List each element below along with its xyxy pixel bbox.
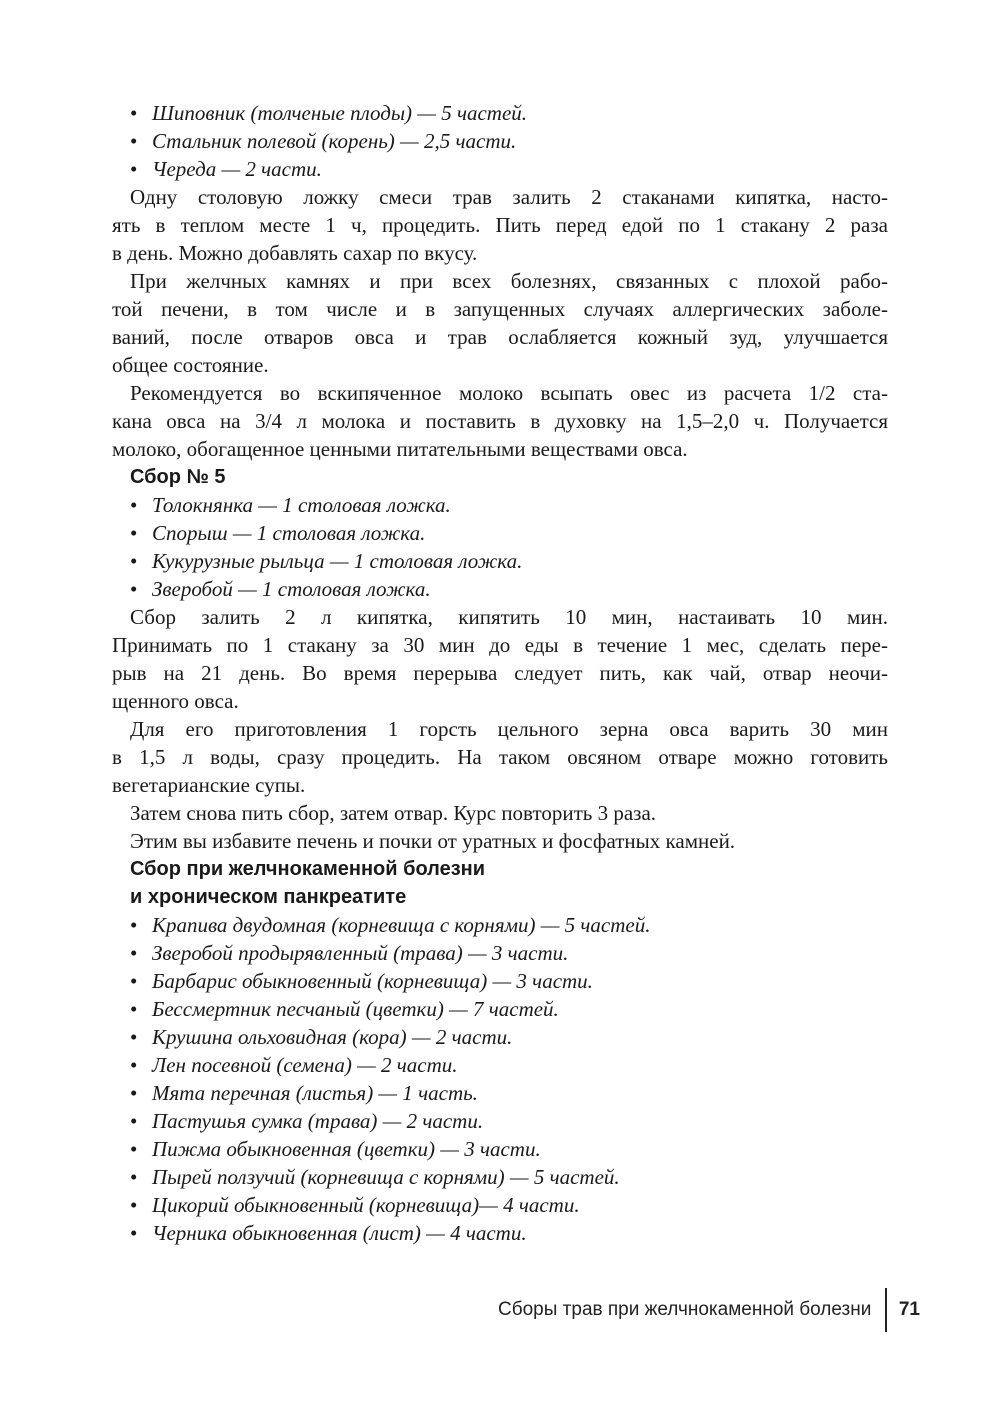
list-item-text: Лен посевной (семена) — 2 части. (152, 1053, 458, 1077)
list-item (112, 99, 888, 127)
list-item (112, 1107, 888, 1135)
text-line: Сбор залить 2 л кипятка, кипятить 10 мин, настаивать 10 мин. (130, 605, 888, 629)
list-item (112, 1051, 888, 1079)
list-item (112, 491, 888, 519)
text-line: Одну столовую ложку смеси трав залить 2 стаканами кипятка, насто- (130, 185, 888, 209)
paragraph (112, 603, 888, 715)
running-title: Сборы трав при желчнокаменной болезни (498, 1299, 872, 1320)
bullet-icon: • (130, 913, 138, 937)
bullet-icon: • (130, 101, 138, 125)
paragraph (112, 715, 888, 799)
bullet-icon: • (130, 1193, 138, 1217)
list-item-text: Зверобой продырявленный (трава) — 3 части. (152, 941, 569, 965)
text-line: Для его приготовления 1 горсть цельного зерна овса варить 30 мин (130, 717, 888, 741)
text-line: той печени, в том числе и в запущенных случаях аллергических заболе- (112, 297, 888, 321)
text-line: вегетарианские супы. (112, 773, 306, 797)
text-line: молоко, обогащенное ценными питательными веществами овса. (112, 437, 688, 461)
list-item-text: Череда — 2 части. (152, 157, 322, 181)
list-item-text: Пастушья сумка (трава) — 2 части. (152, 1109, 484, 1133)
footer-divider (885, 1288, 887, 1332)
list-item-text: Бессмертник песчаный (цветки) — 7 частей. (152, 997, 559, 1021)
list-item-text: Зверобой — 1 столовая ложка. (152, 577, 431, 601)
list-item (112, 1191, 888, 1219)
list-item-text: Стальник полевой (корень) — 2,5 части. (152, 129, 517, 153)
bullet-icon: • (130, 1109, 138, 1133)
list-item-text: Мята перечная (листья) — 1 часть. (152, 1081, 478, 1105)
bullet-icon: • (130, 1053, 138, 1077)
paragraph (112, 379, 888, 463)
bullet-icon: • (130, 157, 138, 181)
bullet-icon: • (130, 997, 138, 1021)
text-line: общее состояние. (112, 353, 269, 377)
list-item (112, 995, 888, 1023)
list-item (112, 127, 888, 155)
page-footer (498, 1288, 920, 1332)
list-item-text: Крапива двудомная (корневища с корнями) — 5 частей. (152, 913, 651, 937)
list-item-text: Спорыш — 1 столовая ложка. (152, 521, 426, 545)
text-line: Рекомендуется во вскипяченное молоко всыпать овес из расчета 1/2 ста- (130, 381, 888, 405)
section-heading (112, 463, 888, 491)
list-item (112, 155, 888, 183)
paragraph (112, 267, 888, 379)
list-item (112, 547, 888, 575)
list-item-text: Крушина ольховидная (кора) — 2 части. (152, 1025, 513, 1049)
list-item-text: Цикорий обыкновенный (корневища)— 4 части. (152, 1193, 580, 1217)
list-item (112, 1163, 888, 1191)
paragraph (112, 799, 888, 827)
bullet-icon: • (130, 521, 138, 545)
section-heading (112, 855, 888, 911)
list-item (112, 967, 888, 995)
list-item-text: Пижма обыкновенная (цветки) — 3 части. (152, 1137, 541, 1161)
text-line: Принимать по 1 стакану за 30 мин до еды в течение 1 мес, сделать пере- (112, 633, 888, 657)
text-line: Затем снова пить сбор, затем отвар. Курс повторить 3 раза. (130, 801, 657, 825)
text-line: рыв на 21 день. Во время перерыва следует пить, как чай, отвар неочи- (112, 661, 888, 685)
bullet-icon: • (130, 549, 138, 573)
paragraph (112, 183, 888, 267)
text-line: Этим вы избавите печень и почки от уратных и фосфатных камней. (130, 829, 736, 853)
list-item (112, 1135, 888, 1163)
list-item (112, 911, 888, 939)
text-line: в день. Можно добавлять сахар по вкусу. (112, 241, 478, 265)
bullet-icon: • (130, 1165, 138, 1189)
heading-line: и хроническом панкреатите (130, 886, 407, 908)
bullet-icon: • (130, 1221, 138, 1245)
list-item (112, 939, 888, 967)
list-item (112, 575, 888, 603)
text-line: ять в теплом месте 1 ч, процедить. Пить перед едой по 1 стакану 2 раза (112, 213, 888, 237)
list-item-text: Пырей ползучий (корневища с корнями) — 5 частей. (152, 1165, 620, 1189)
bullet-icon: • (130, 129, 138, 153)
bullet-icon: • (130, 493, 138, 517)
list-item (112, 519, 888, 547)
page-body (112, 99, 888, 1247)
text-line: щенного овса. (112, 689, 239, 713)
paragraph (112, 827, 888, 855)
text-line: кана овса на 3/4 л молока и поставить в духовку на 1,5–2,0 ч. Получается (112, 409, 888, 433)
bullet-icon: • (130, 1137, 138, 1161)
list-item (112, 1079, 888, 1107)
list-item-text: Черника обыкновенная (лист) — 4 части. (152, 1221, 527, 1245)
text-line: в 1,5 л воды, сразу процедить. На таком овсяном отваре можно готовить (112, 745, 888, 769)
bullet-icon: • (130, 969, 138, 993)
page-number: 71 (898, 1299, 920, 1320)
bullet-icon: • (130, 577, 138, 601)
list-item (112, 1023, 888, 1051)
bullet-icon: • (130, 1025, 138, 1049)
heading-line: Сбор при желчнокаменной болезни (130, 858, 486, 880)
text-line: ваний, после отваров овса и трав ослабляется кожный зуд, улучшается (112, 325, 888, 349)
list-item-text: Кукурузные рыльца — 1 столовая ложка. (152, 549, 523, 573)
heading-line: Сбор № 5 (130, 466, 226, 488)
text-line: При желчных камнях и при всех болезнях, связанных с плохой рабо- (130, 269, 888, 293)
list-item (112, 1219, 888, 1247)
list-item-text: Толокнянка — 1 столовая ложка. (152, 493, 451, 517)
bullet-icon: • (130, 941, 138, 965)
list-item-text: Барбарис обыкновенный (корневища) — 3 части. (152, 969, 593, 993)
bullet-icon: • (130, 1081, 138, 1105)
list-item-text: Шиповник (толченые плоды) — 5 частей. (152, 101, 528, 125)
